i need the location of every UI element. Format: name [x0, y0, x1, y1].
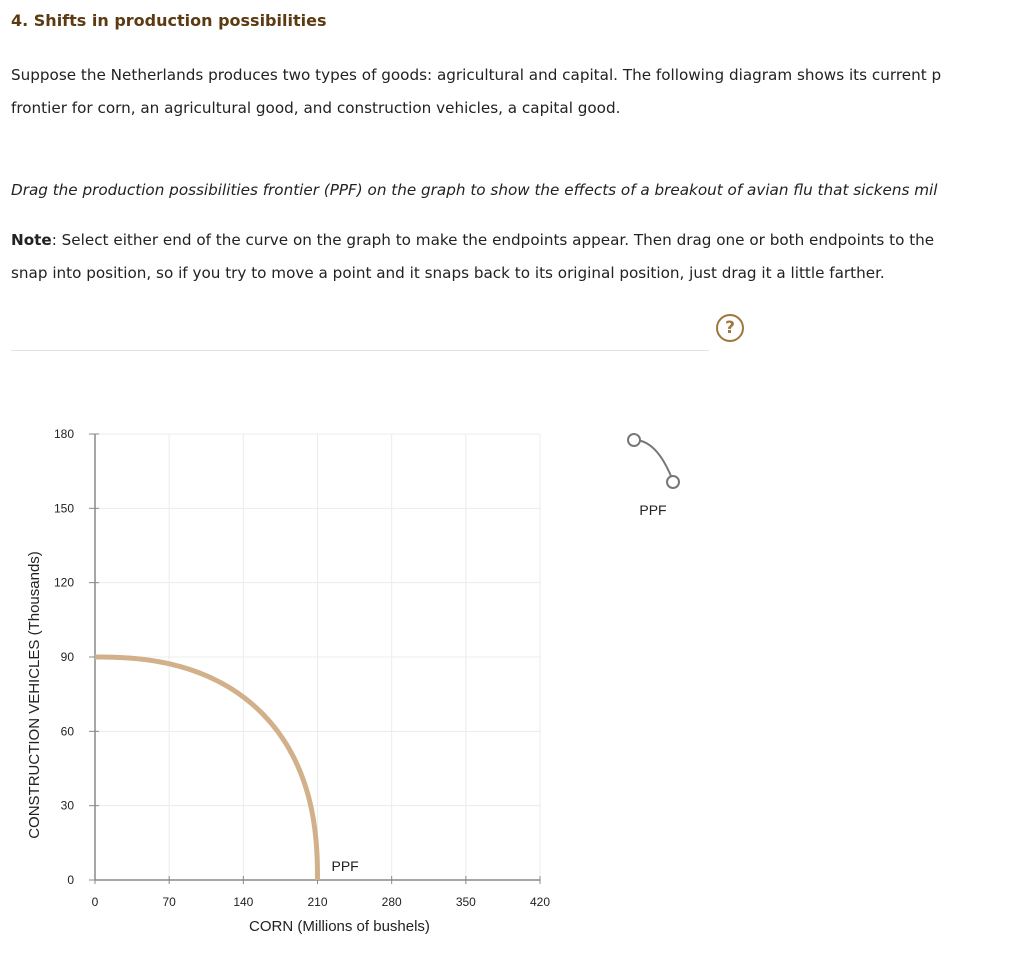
note-label: Note — [11, 231, 52, 249]
ppf-tool-palette[interactable] — [628, 434, 679, 518]
note-line-1 — [11, 231, 934, 249]
question-heading: 4. Shifts in production possibilities — [11, 11, 327, 30]
ppf-curve[interactable] — [95, 657, 318, 880]
ppf-series[interactable] — [95, 657, 359, 880]
note-line-2: snap into position, so if you try to move a point and it snaps back to its original position, just drag it a little farther. — [11, 264, 885, 282]
x-tick-label: 0 — [91, 895, 99, 909]
instruction-text: Drag the production possibilities frontier (PPF) on the graph to show the effects of a breakout of avian flu that sickens mil — [11, 181, 938, 199]
intro-text-line-2: frontier for corn, an agricultural good, and construction vehicles, a capital good. — [11, 99, 621, 117]
x-tick-label: 70 — [162, 895, 176, 909]
y-axis-title: CONSTRUCTION VEHICLES (Thousands) — [26, 551, 43, 839]
intro-text-line-1: Suppose the Netherlands produces two types of goods: agricultural and capital. The following diagram shows its current p — [11, 66, 942, 84]
ppf-tool-label: PPF — [639, 502, 667, 518]
section-divider — [11, 350, 709, 351]
ppf-graph[interactable] — [0, 400, 1024, 960]
x-tick-label: 420 — [529, 895, 551, 909]
help-button[interactable]: ? — [716, 314, 744, 342]
ppf-curve-label: PPF — [331, 858, 359, 874]
grid-lines — [95, 434, 540, 880]
y-tick-label: 180 — [53, 427, 74, 441]
y-tick-label: 150 — [53, 501, 74, 516]
tick-labels — [54, 427, 550, 909]
y-tick-label: 30 — [60, 798, 74, 813]
note-text: : Select either end of the curve on the graph to make the endpoints appear. Then drag one or both endpoints to the — [51, 231, 935, 249]
x-axis-title: CORN (Millions of bushels) — [249, 918, 430, 935]
ppf-tool-start-point-icon[interactable] — [628, 434, 640, 446]
y-tick-label: 90 — [60, 650, 74, 664]
ppf-curve-tool-icon[interactable] — [634, 440, 673, 481]
x-tick-label: 280 — [381, 895, 402, 909]
x-tick-label: 140 — [233, 895, 254, 909]
x-tick-label: 210 — [307, 895, 328, 909]
ppf-tool-end-point-icon[interactable] — [667, 476, 679, 488]
y-tick-label: 120 — [53, 575, 74, 590]
y-tick-label: 0 — [67, 873, 74, 887]
x-tick-label: 350 — [455, 895, 476, 909]
y-tick-label: 60 — [60, 724, 74, 739]
